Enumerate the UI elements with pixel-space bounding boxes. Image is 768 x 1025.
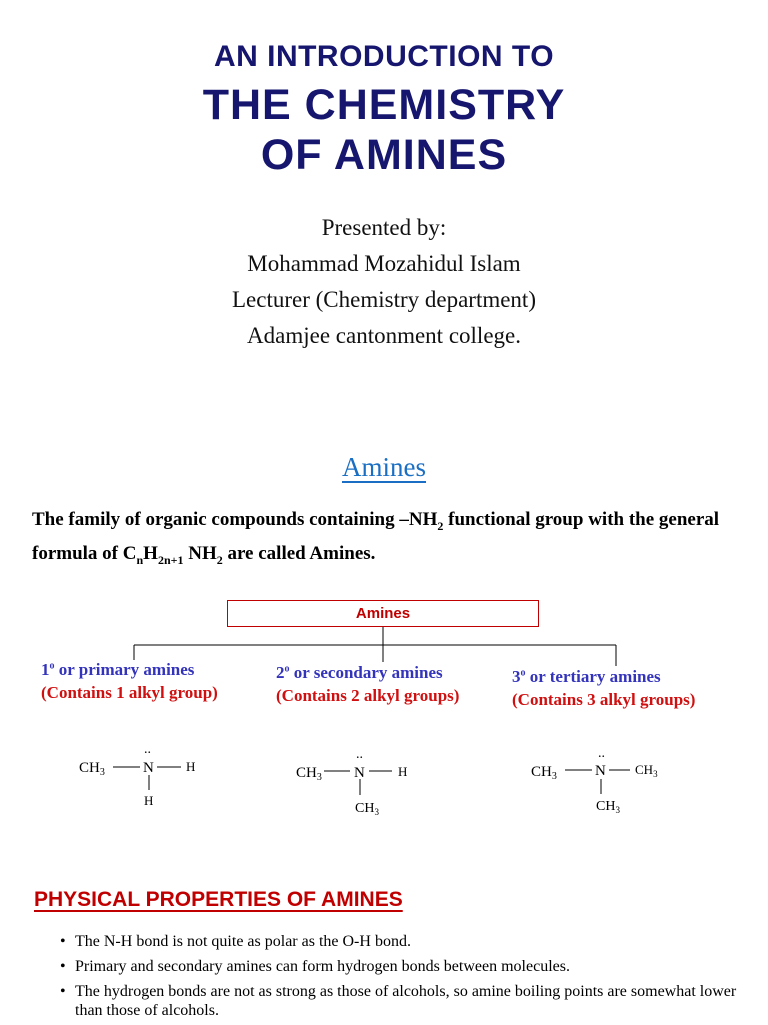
svg-text:N: N [595, 763, 606, 779]
list-item: • Primary and secondary amines can form hydrogen bonds between molecules. [60, 957, 750, 977]
svg-text:..: .. [144, 742, 151, 757]
physical-properties-heading: PHYSICAL PROPERTIES OF AMINES [34, 888, 403, 911]
svg-text:H: H [144, 793, 154, 808]
list-item: • The hydrogen bonds are not as strong as those of alcohols, so amine boiling points are somewhat lower than those of alcohols. [60, 982, 750, 1020]
svg-text:H: H [398, 764, 408, 779]
svg-text:CH3: $CH_3$ [296, 765, 322, 783]
category-secondary-name: 2$^o$ or secondary amines [276, 663, 443, 682]
svg-text:..: .. [598, 746, 605, 761]
svg-text:N: N [143, 760, 154, 776]
svg-text:CH3: $CH_3$ [355, 801, 379, 817]
title-line-3: OF AMINES [260, 131, 508, 179]
category-tertiary-desc: (Contains 3 alkyl groups) [512, 690, 696, 709]
svg-text:..: .. [356, 747, 363, 762]
physical-properties-list [60, 932, 750, 1025]
svg-text:N: N [354, 765, 365, 781]
presenter-label: Presented by: [321, 215, 447, 240]
presenter-role: Lecturer (Chemistry department) [232, 287, 536, 312]
category-primary-name: 1$^o$ or primary amines [41, 660, 195, 679]
tertiary-amine-structure [531, 746, 658, 815]
classification-root-box: Amines [227, 600, 539, 627]
category-primary-desc: (Contains 1 alkyl group) [41, 683, 218, 702]
amines-heading: Amines [342, 452, 426, 482]
category-secondary-desc: (Contains 2 alkyl groups) [276, 686, 460, 705]
category-tertiary-name: 3$^o$ or tertiary amines [512, 667, 661, 686]
svg-text:CH3: $CH_3$ [531, 764, 557, 782]
svg-text:H: H [186, 759, 196, 774]
title-line-2: THE CHEMISTRY [202, 81, 566, 129]
svg-text:CH3: $CH_3$ [79, 760, 105, 778]
presenter-name: Mohammad Mozahidul Islam [247, 251, 521, 276]
list-item: • The N-H bond is not quite as polar as the O-H bond. [60, 932, 750, 952]
presenter-college: Adamjee cantonment college. [247, 323, 521, 348]
primary-amine-structure [79, 742, 195, 808]
svg-text:CH3: $CH_3$ [596, 799, 620, 815]
amines-definition: The family of organic compounds containing $-NH_2$ functional group with the general formula of $C_nH_{2n+1}$ $NH_2$ are called Amines. [32, 509, 720, 567]
title-line-1: AN INTRODUCTION TO [213, 40, 555, 73]
svg-text:CH3: $CH_3$ [635, 762, 658, 779]
secondary-amine-structure [296, 747, 407, 817]
